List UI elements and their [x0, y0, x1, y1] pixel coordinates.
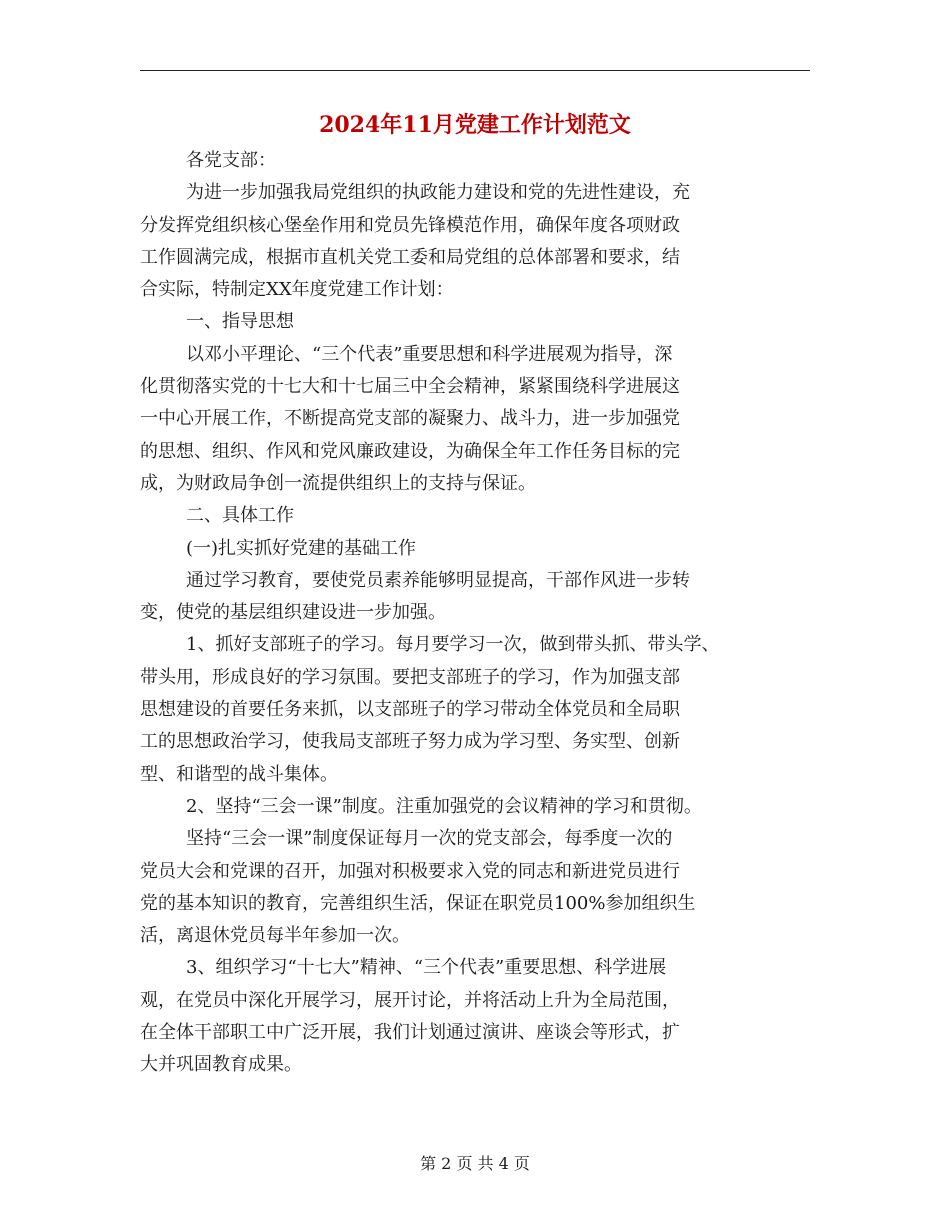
body-line: 坚持“三会一课”制度保证每月一次的党支部会，每季度一次的 — [186, 828, 673, 850]
body-line: 合实际，特制定XX年度党建工作计划： — [140, 279, 454, 301]
section-heading: 二、具体工作 — [186, 505, 294, 527]
document-title: 2024年11月党建工作计划范文 — [319, 112, 631, 138]
body-line: 3、组织学习“十七大”精神、“三个代表”重要思想、科学进展 — [186, 957, 667, 979]
subsection-heading: (一)扎实抓好党建的基础工作 — [186, 537, 417, 559]
body-line: 工的思想政治学习，使我局支部班子努力成为学习型、务实型、创新 — [140, 731, 680, 753]
body-line: 1、抓好支部班子的学习。每月要学习一次，做到带头抓、带头学、 — [186, 634, 720, 656]
body-line: 化贯彻落实党的十七大和十七届三中全会精神，紧紧围绕科学进展这 — [140, 376, 680, 398]
body-line: 各党支部： — [186, 150, 276, 171]
body-line: 分发挥党组织核心堡垒作用和党员先锋模范作用，确保年度各项财政 — [140, 214, 680, 236]
body-line: 的思想、组织、作风和党风廉政建设，为确保全年工作任务目标的完 — [140, 440, 680, 462]
page-number-footer: 第 2 页 共 4 页 — [420, 1154, 530, 1173]
body-line: 以邓小平理论、“三个代表”重要思想和科学进展观为指导，深 — [186, 343, 673, 365]
body-line: 思想建设的首要任务来抓，以支部班子的学习带动全体党员和全局职 — [140, 699, 680, 721]
document-body — [140, 145, 812, 1082]
body-line: 一中心开展工作，不断提高党支部的凝聚力、战斗力，进一步加强党 — [140, 408, 680, 430]
body-line: 活，离退休党员每半年参加一次。 — [140, 925, 410, 947]
section-heading: 一、指导思想 — [186, 311, 294, 333]
body-line: 2、坚持“三会一课”制度。注重加强党的会议精神的学习和贯彻。 — [186, 795, 702, 817]
body-line: 为进一步加强我局党组织的执政能力建设和党的先进性建设，充 — [186, 182, 690, 204]
body-line: 型、和谐型的战斗集体。 — [140, 763, 338, 785]
body-line: 带头用，形成良好的学习氛围。要把支部班子的学习，作为加强支部 — [140, 666, 680, 688]
body-line: 工作圆满完成，根据市直机关党工委和局党组的总体部署和要求，结 — [140, 246, 680, 268]
body-line: 党员大会和党课的召开，加强对积极要求入党的同志和新进党员进行 — [140, 860, 680, 882]
body-line: 在全体干部职工中广泛开展，我们计划通过演讲、座谈会等形式，扩 — [140, 1022, 680, 1044]
body-line: 观，在党员中深化开展学习，展开讨论，并将活动上升为全局范围， — [140, 989, 680, 1011]
body-line: 变，使党的基层组织建设进一步加强。 — [140, 602, 446, 624]
body-line: 党的基本知识的教育，完善组织生活，保证在职党员100%参加组织生 — [140, 892, 696, 914]
body-line: 大并巩固教育成果。 — [140, 1054, 302, 1076]
header-rule — [140, 70, 810, 71]
body-line: 成，为财政局争创一流提供组织上的支持与保证。 — [140, 472, 536, 494]
body-line: 通过学习教育，要使党员素养能够明显提高，干部作风进一步转 — [186, 569, 690, 591]
